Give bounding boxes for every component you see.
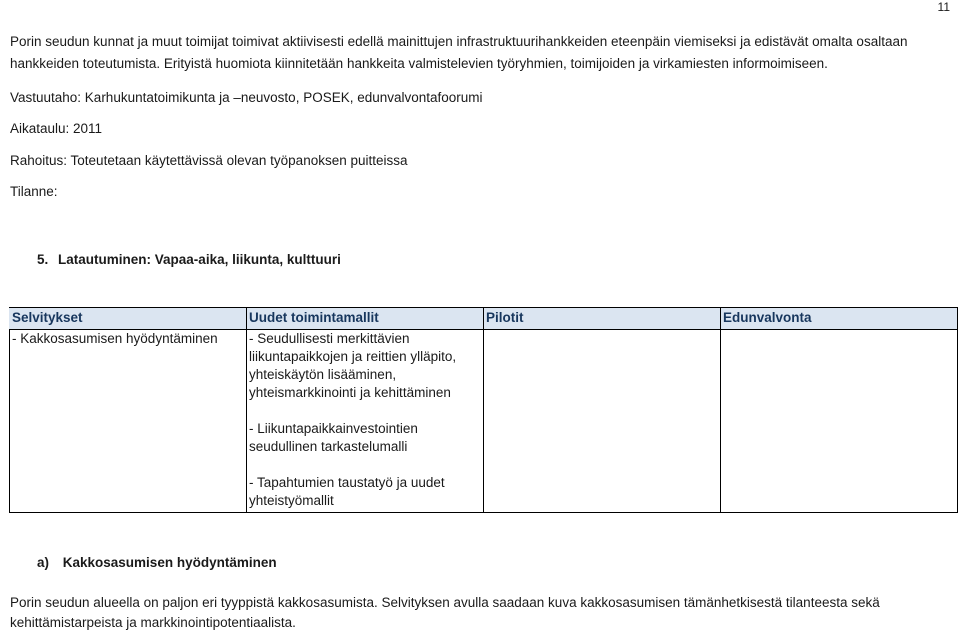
table-header-row xyxy=(10,308,958,330)
page-number: 11 xyxy=(937,0,950,14)
section-number: 5. xyxy=(37,252,49,267)
column-header-selvitykset: Selvitykset xyxy=(10,308,247,330)
list-item: - Seudullisesti merkittävien liikuntapaikkojen ja reittien ylläpito, yhteiskäytön lisääminen, yhteismarkkinointi ja kehittäminen xyxy=(249,331,457,400)
column-header-edunvalvonta: Edunvalvonta xyxy=(721,308,958,330)
column-header-uudet-toimintamallit: Uudet toimintamallit xyxy=(247,308,484,330)
funding-field: Rahoitus: Toteutetaan käytettävissä olevan työpanoksen puitteissa xyxy=(10,153,408,168)
subsection-heading xyxy=(37,553,277,573)
subsection-title: Kakkosasumisen hyödyntäminen xyxy=(62,555,277,570)
cell-uudet-toimintamallit xyxy=(247,330,484,513)
outro-paragraph: Porin seudun alueella on paljon eri tyyppistä kakkosasumista. Selvityksen avulla saadaan kuva kakkosasumisen tämänhetkisestä tilanteesta sekä kehittämistarpeista ja markkinointipotentiaalista. xyxy=(10,595,880,630)
list-item: - Tapahtumien taustatyö ja uudet yhteistyömallit xyxy=(249,475,445,508)
intro-paragraph: Porin seudun kunnat ja muut toimijat toimivat aktiivisesti edellä mainittujen infrastruktuurihankkeiden eteenpäin viemiseksi ja edistävät omalta osaltaan hankkeiden toteutumista. Erityistä huomiota kiinnitetään hankkeita valmistelevien työryhmien, toimijoiden ja virkamiesten informoimiseen. xyxy=(10,34,908,71)
cell-edunvalvonta xyxy=(721,330,958,513)
schedule-field: Aikataulu: 2011 xyxy=(10,121,103,136)
section-heading xyxy=(37,250,341,270)
status-field: Tilanne: xyxy=(10,184,58,199)
column-header-pilotit: Pilotit xyxy=(484,308,721,330)
list-item: - Kakkosasumisen hyödyntäminen xyxy=(12,331,218,346)
list-item: - Liikuntapaikkainvestointien seudullinen tarkastelumalli xyxy=(249,421,418,454)
section-title: Latautuminen: Vapaa-aika, liikunta, kulttuuri xyxy=(58,252,341,267)
subsection-letter: a) xyxy=(37,555,50,570)
cell-pilotit xyxy=(484,330,721,513)
responsible-party-field: Vastuutaho: Karhukuntatoimikunta ja –neuvosto, POSEK, edunvalvontafoorumi xyxy=(10,90,483,105)
measures-table xyxy=(9,307,958,513)
cell-selvitykset xyxy=(10,330,247,513)
table-row xyxy=(10,330,958,513)
